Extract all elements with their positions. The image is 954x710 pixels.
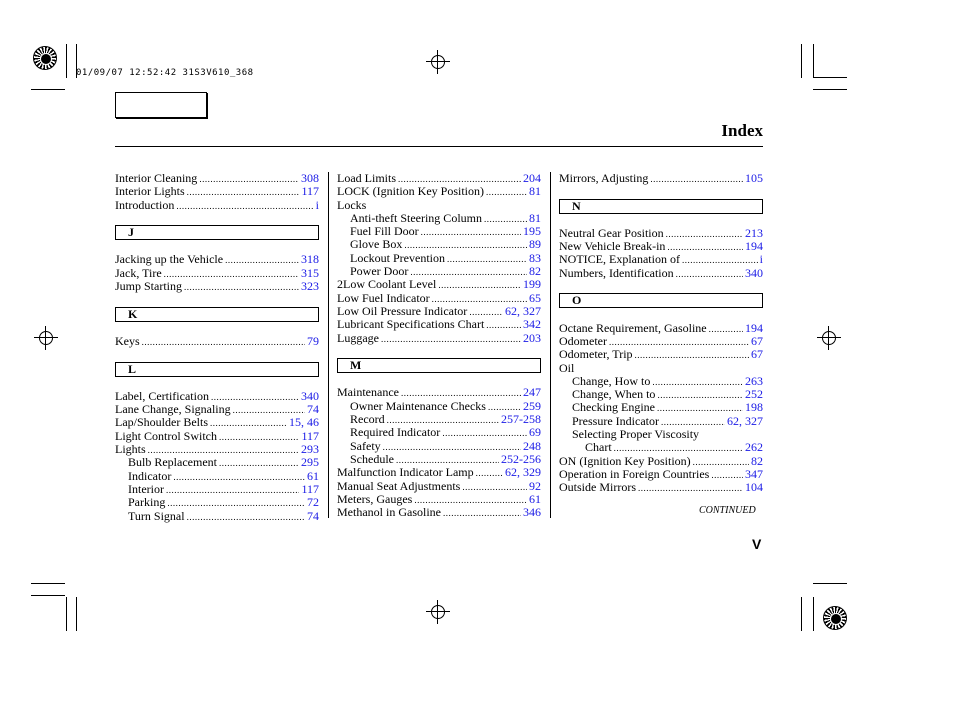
leader-dots — [166, 484, 299, 497]
page-link[interactable]: 342 — [523, 317, 541, 332]
page-link[interactable]: 62, 327 — [727, 413, 763, 428]
index-entry — [115, 430, 319, 443]
page-link[interactable]: 81 — [529, 210, 541, 225]
crop-mark — [801, 44, 802, 78]
index-entry — [337, 466, 541, 479]
leader-dots — [164, 268, 299, 281]
entry-label: Locks — [337, 197, 367, 212]
page-link[interactable]: 247 — [523, 385, 541, 400]
index-entry — [115, 483, 319, 496]
page-link[interactable]: 204 — [523, 171, 541, 185]
spacer — [559, 308, 763, 321]
page-link[interactable]: 248 — [523, 438, 541, 453]
page-link[interactable]: 318 — [301, 252, 319, 267]
index-entry — [115, 510, 319, 523]
crop-mark — [813, 44, 814, 78]
entry-label: Anti-theft Steering Column — [350, 210, 482, 225]
index-entry — [337, 305, 541, 318]
spacer — [559, 280, 763, 293]
page-link[interactable]: 83 — [529, 250, 541, 265]
entry-label: Lights — [115, 442, 146, 457]
index-entry — [115, 403, 319, 416]
index-entry — [337, 493, 541, 506]
leader-dots — [657, 389, 743, 402]
index-entry — [559, 455, 763, 468]
registration-target-icon — [823, 606, 847, 630]
entry-label: LOCK (Ignition Key Position) — [337, 184, 484, 199]
print-info: 01/09/07 12:52:42 31S3V610_368 — [76, 68, 254, 78]
index-entry — [115, 470, 319, 483]
spacer — [337, 345, 541, 358]
entry-label: Luggage — [337, 330, 379, 345]
page-link[interactable]: 82 — [751, 453, 763, 468]
section-header: K — [115, 307, 319, 322]
entry-label: Owner Maintenance Checks — [350, 398, 486, 413]
page-link[interactable]: 259 — [523, 398, 541, 413]
entry-label: Safety — [350, 438, 381, 453]
index-entry — [337, 386, 541, 399]
page-link[interactable]: 117 — [301, 481, 319, 496]
leader-dots — [167, 497, 305, 510]
page-link[interactable]: 308 — [301, 171, 319, 185]
index-entry — [559, 468, 763, 481]
index-entry — [115, 267, 319, 280]
page-link[interactable]: 323 — [301, 279, 319, 294]
index-entry — [337, 252, 541, 265]
page-link[interactable]: 195 — [523, 224, 541, 239]
page-title: Index — [721, 121, 763, 140]
page-link[interactable]: 117 — [301, 428, 319, 443]
index-entry — [559, 240, 763, 253]
crop-mark — [66, 597, 67, 631]
entry-label: NOTICE, Explanation of — [559, 252, 680, 267]
index-column-3 — [559, 172, 763, 495]
entry-label: Low Oil Pressure Indicator — [337, 303, 468, 318]
page-link[interactable]: 117 — [301, 184, 319, 199]
spacer — [559, 214, 763, 227]
entry-label: Malfunction Indicator Lamp — [337, 465, 474, 480]
page-link[interactable]: 252 — [745, 387, 763, 402]
spacer — [115, 377, 319, 390]
column-divider — [550, 172, 551, 518]
entry-label: Selecting Proper Viscosity — [572, 427, 700, 442]
page-number: V — [752, 536, 762, 552]
leader-dots — [219, 431, 299, 444]
index-entry — [337, 453, 541, 466]
page-link[interactable]: 81 — [529, 184, 541, 199]
leader-dots — [173, 471, 305, 484]
index-entry — [559, 335, 763, 348]
entry-label: Light Control Switch — [115, 428, 217, 443]
spacer — [115, 348, 319, 361]
page-link[interactable]: 199 — [523, 277, 541, 292]
index-entry — [559, 227, 763, 240]
entry-label: Change, When to — [572, 387, 656, 402]
page-link[interactable]: i — [759, 252, 763, 267]
index-entry — [337, 440, 541, 453]
page-link[interactable]: 61 — [307, 468, 319, 483]
index-entry — [559, 415, 763, 428]
leader-dots — [187, 511, 305, 524]
page-link[interactable]: 315 — [301, 265, 319, 280]
entry-label: Interior Cleaning — [115, 171, 198, 185]
leader-dots — [666, 228, 743, 241]
page-link[interactable]: 346 — [523, 505, 541, 520]
crop-mark — [31, 595, 65, 596]
entry-label: Load Limits — [337, 171, 396, 185]
crop-mark — [66, 44, 67, 78]
page-link[interactable]: 72 — [307, 495, 319, 510]
index-entry — [559, 428, 763, 441]
page-link[interactable]: 340 — [301, 388, 319, 403]
entry-label: Chart — [585, 440, 612, 455]
entry-label: Manual Seat Adjustments — [337, 478, 461, 493]
page-link[interactable]: 65 — [529, 290, 541, 305]
entry-label: Interior — [128, 481, 164, 496]
entry-label: Checking Engine — [572, 400, 655, 415]
index-entry — [337, 292, 541, 305]
index-entry — [559, 172, 763, 185]
entry-label: Meters, Gauges — [337, 491, 413, 506]
crop-mark — [801, 597, 802, 631]
index-column-1 — [115, 172, 319, 523]
leader-dots — [219, 457, 299, 470]
page-link[interactable]: 62, 329 — [505, 465, 541, 480]
page-link[interactable]: 295 — [301, 455, 319, 470]
crop-mark — [76, 597, 77, 631]
crop-mark — [31, 89, 65, 90]
leader-dots — [225, 254, 299, 267]
entry-label: Power Door — [350, 264, 409, 279]
leader-dots — [462, 481, 527, 494]
index-entry — [337, 332, 541, 345]
continued-note: CONTINUED — [699, 505, 756, 516]
entry-label: Interior Lights — [115, 184, 185, 199]
leader-dots — [421, 226, 521, 239]
entry-label: Bulb Replacement — [128, 455, 217, 470]
page-link[interactable]: 293 — [301, 442, 319, 457]
entry-label: Label, Certification — [115, 388, 209, 403]
index-entry — [337, 199, 541, 212]
index-entry — [337, 318, 541, 331]
leader-dots — [486, 186, 527, 199]
entry-label: Turn Signal — [128, 508, 185, 523]
page-link[interactable]: 252-256 — [501, 451, 541, 466]
leader-dots — [443, 507, 521, 520]
page-link[interactable]: 194 — [745, 320, 763, 335]
entry-label: Indicator — [128, 468, 172, 483]
index-entry — [337, 172, 541, 185]
entry-label: Change, How to — [572, 373, 651, 388]
page-link[interactable]: 62, 327 — [505, 303, 541, 318]
index-entry — [559, 375, 763, 388]
section-header: L — [115, 362, 319, 377]
entry-label: Lockout Prevention — [350, 250, 445, 265]
leader-dots — [142, 336, 305, 349]
index-entry — [337, 278, 541, 291]
page-link[interactable]: 263 — [745, 373, 763, 388]
entry-label: Parking — [128, 495, 166, 510]
entry-label: Odometer, Trip — [559, 347, 633, 362]
section-header: M — [337, 358, 541, 373]
crosshair-icon — [34, 326, 58, 350]
crop-mark — [813, 89, 847, 90]
index-entry — [337, 212, 541, 225]
entry-label: Neutral Gear Position — [559, 225, 664, 240]
leader-dots — [650, 173, 743, 186]
page-link[interactable]: 89 — [529, 237, 541, 252]
leader-dots — [476, 467, 503, 480]
entry-label: Keys — [115, 333, 140, 348]
crosshair-icon — [817, 326, 841, 350]
index-entry — [337, 426, 541, 439]
entry-label: Record — [350, 412, 385, 427]
leader-dots — [486, 319, 521, 332]
index-entry — [115, 443, 319, 456]
page-link[interactable]: 194 — [745, 239, 763, 254]
entry-label: Jack, Tire — [115, 265, 162, 280]
leader-dots — [711, 469, 743, 482]
index-entry — [115, 390, 319, 403]
index-column-2 — [337, 172, 541, 519]
tab-box — [115, 92, 207, 118]
spacer — [337, 373, 541, 386]
leader-dots — [709, 323, 743, 336]
page-link[interactable]: 347 — [745, 466, 763, 481]
page-link[interactable]: 82 — [529, 264, 541, 279]
page-link[interactable]: i — [315, 197, 319, 212]
registration-target-icon — [33, 46, 57, 70]
entry-label: Glove Box — [350, 237, 403, 252]
column-divider — [328, 172, 329, 518]
entry-label: New Vehicle Break-in — [559, 239, 666, 254]
page-link[interactable]: 74 — [307, 508, 319, 523]
leader-dots — [199, 173, 299, 186]
index-entry — [115, 185, 319, 198]
index-entry — [115, 172, 319, 185]
page-link[interactable]: 67 — [751, 347, 763, 362]
page-link[interactable]: 61 — [529, 491, 541, 506]
index-entry — [559, 388, 763, 401]
index-entry — [559, 441, 763, 454]
index-entry — [337, 506, 541, 519]
index-entry — [559, 253, 763, 266]
index-entry — [337, 480, 541, 493]
leader-dots — [442, 427, 527, 440]
index-entry — [115, 335, 319, 348]
index-entry — [115, 253, 319, 266]
entry-label: Octane Requirement, Gasoline — [559, 320, 707, 335]
spacer — [115, 212, 319, 225]
section-header: N — [559, 199, 763, 214]
page-link[interactable]: 105 — [745, 171, 763, 185]
page-link[interactable]: 198 — [745, 400, 763, 415]
header-rule — [115, 146, 763, 147]
index-entry — [337, 265, 541, 278]
leader-dots — [652, 376, 743, 389]
entry-label: Methanol in Gasoline — [337, 505, 441, 520]
entry-label: 2Low Coolant Level — [337, 277, 437, 292]
section-header: J — [115, 225, 319, 240]
leader-dots — [184, 281, 299, 294]
leader-dots — [381, 333, 521, 346]
entry-label: Pressure Indicator — [572, 413, 659, 428]
crop-mark — [31, 583, 65, 584]
index-entry — [337, 413, 541, 426]
page-link[interactable]: 262 — [745, 440, 763, 455]
entry-label: Oil — [559, 360, 575, 375]
entry-label: Jacking up the Vehicle — [115, 252, 224, 267]
entry-label: Lubricant Specifications Chart — [337, 317, 485, 332]
entry-label: Lane Change, Signaling — [115, 402, 231, 417]
spacer — [115, 322, 319, 335]
index-entry — [559, 322, 763, 335]
leader-dots — [447, 253, 527, 266]
entry-label: ON (Ignition Key Position) — [559, 453, 691, 468]
index-entry — [337, 225, 541, 238]
section-header: O — [559, 293, 763, 308]
index-entry — [115, 456, 319, 469]
index-entry — [559, 267, 763, 280]
page-link[interactable]: 67 — [751, 333, 763, 348]
entry-label: Fuel Fill Door — [350, 224, 419, 239]
index-entry — [115, 280, 319, 293]
spacer — [115, 240, 319, 253]
entry-label: Schedule — [350, 451, 394, 466]
entry-label: Operation in Foreign Countries — [559, 466, 710, 481]
crosshair-icon — [426, 50, 450, 74]
page-link[interactable]: 79 — [307, 333, 319, 348]
crop-mark — [813, 77, 847, 78]
crop-mark — [813, 597, 814, 631]
spacer — [115, 293, 319, 306]
index-entry — [337, 400, 541, 413]
page-link[interactable]: 203 — [523, 330, 541, 345]
index-entry — [559, 401, 763, 414]
leader-dots — [635, 349, 749, 362]
crop-mark — [813, 583, 847, 584]
crosshair-icon — [426, 600, 450, 624]
entry-label: Odometer — [559, 333, 607, 348]
page-link[interactable]: 69 — [529, 425, 541, 440]
leader-dots — [438, 279, 521, 292]
entry-label: Outside Mirrors — [559, 480, 636, 495]
entry-label: Required Indicator — [350, 425, 441, 440]
page-link[interactable]: 74 — [307, 402, 319, 417]
leader-dots — [187, 186, 300, 199]
index-entry — [559, 348, 763, 361]
page-link[interactable]: 92 — [529, 478, 541, 493]
entry-label: Jump Starting — [115, 279, 183, 294]
entry-label: Numbers, Identification — [559, 265, 674, 280]
entry-label: Low Fuel Indicator — [337, 290, 430, 305]
page-link[interactable]: 257-258 — [501, 412, 541, 427]
leader-dots — [676, 268, 743, 281]
index-entry — [559, 362, 763, 375]
index-entry — [115, 199, 319, 212]
index-entry — [115, 496, 319, 509]
spacer — [559, 185, 763, 198]
index-entry — [337, 238, 541, 251]
index-entry — [559, 481, 763, 494]
entry-label: Mirrors, Adjusting — [559, 171, 649, 185]
page-link[interactable]: 104 — [745, 480, 763, 495]
index-entry — [115, 416, 319, 429]
leader-dots — [484, 213, 527, 226]
entry-label: Introduction — [115, 197, 175, 212]
page-link[interactable]: 15, 46 — [289, 415, 319, 430]
entry-label: Lap/Shoulder Belts — [115, 415, 208, 430]
leader-dots — [210, 417, 287, 430]
leader-dots — [176, 200, 313, 213]
leader-dots — [638, 482, 743, 495]
page-link[interactable]: 213 — [745, 225, 763, 240]
index-entry — [337, 185, 541, 198]
page-link[interactable]: 340 — [745, 265, 763, 280]
entry-label: Maintenance — [337, 385, 399, 400]
